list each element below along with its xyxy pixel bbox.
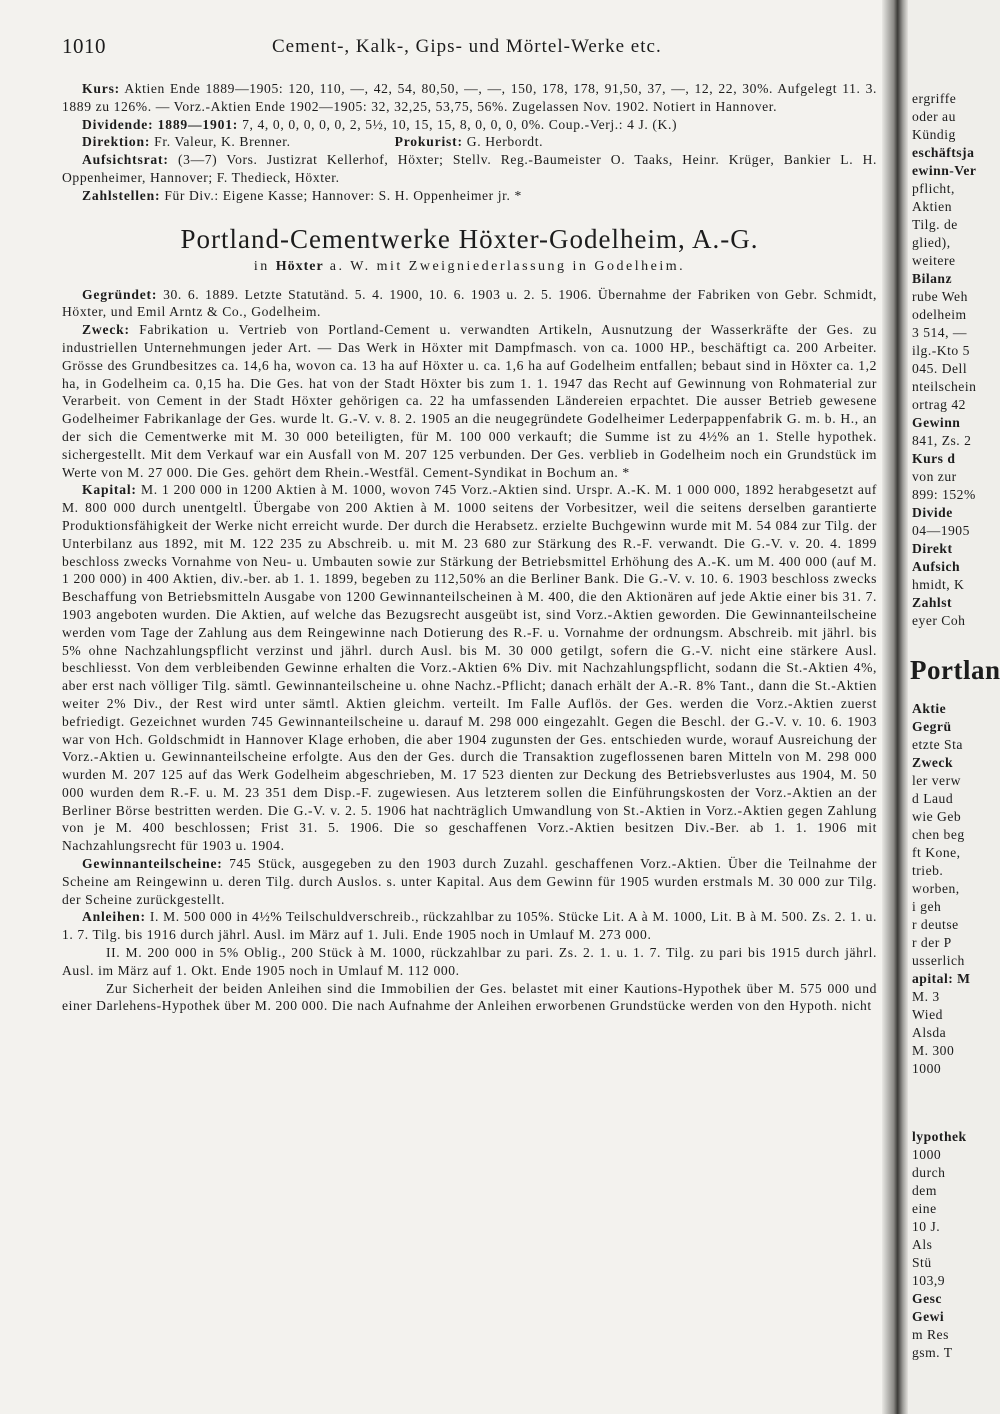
prokurist-label: Prokurist: <box>394 134 463 150</box>
facing-page-fragment: apital: M <box>912 971 971 986</box>
facing-page-fragment: Gegrü <box>912 719 952 734</box>
kapital-paragraph <box>62 481 877 855</box>
gewinnanteilscheine-paragraph <box>62 855 877 908</box>
facing-page-fragment: nteilschein <box>912 379 977 394</box>
company-subtitle <box>62 258 877 276</box>
facing-page-fragment: odelheim <box>912 307 967 322</box>
facing-page-fragment: worben, <box>912 881 960 896</box>
facing-page-fragment: weitere <box>912 253 956 268</box>
facing-page-fragment: etzte Sta <box>912 737 963 752</box>
facing-page-fragment: 045. Dell <box>912 361 968 376</box>
page-number: 1010 <box>62 34 106 58</box>
direktion-paragraph <box>62 133 877 151</box>
facing-page-fragment: 1000 <box>912 1061 942 1076</box>
subtitle-pre: in <box>253 258 270 274</box>
facing-page-fragment: wie Geb <box>912 809 962 824</box>
facing-page-fragment: rube Weh <box>912 289 968 304</box>
anleihen-paragraph <box>62 908 877 944</box>
anleihen-security-paragraph <box>62 980 877 1016</box>
zweck-text: Fabrikation u. Vertrieb von Portland-Cement u. verwandten Artikeln, Ausnutzung der Wasserkräfte der Ges. zu industriellen Unternehmungen jeder Art. — Das Werk in Höxter mit Dampfmasch. von ca. 1000 HP., beschäftigt ca. 200 Arbeiter. Grösse des Grundbesitzes ca. 14,6 ha, wovon ca. 13 ha auf Höxter u. ca. 1,6 ha auf Godelheim entfallen; bebaut sind in Höxter ca. 1,2 ha, in Godelheim ca. 0,15 ha. Die Ges. hat von der Stadt Höxter bis zum 1. 1. 1947 das Recht auf Gewinnung von Rohmaterial zur Verarbeit. von Cement in der Stadt Höxter gehörigen ca. 22 ha umfassenden Ländereien erpachtet. Die ausser Betrieb gewesene Godelheimer Fabrikanlage der Ges. wurde lt. G.-V. v. 8. 2. 1905 an die neugegründete Godelheimer Lederpappenfabrik G. m. b. H., an der sich die Cementwerke mit M. 30 000 beteiligten, für M. 100 000 verkauft; die Summe ist zu 4½% an 1. Stelle hypothek. sichergestellt. Mit dem Verkauf war ein Ausfall von M. 207 125 verbunden. Der Ges. verblieb in Godelheim noch ein Grundstück im Werte von M. 27 000. Die Ges. gehört dem Rhein.-Westfäl. Cement-Syndikat in Bochum an. * <box>62 322 878 480</box>
facing-page-fragment: durch <box>912 1165 946 1180</box>
gewinnanteilscheine-label: Gewinnanteilscheine: <box>82 856 223 872</box>
kapital-text: M. 1 200 000 in 1200 Aktien à M. 1000, wovon 745 Vorz.-Aktien sind. Urspr. A.-K. M. 1 000 000, 1892 herabgesetzt auf M. 800 000 durch unentgeltl. Übergabe von 200 Aktien à M. 1000 seitens der Vorbesitzer, weil die seitens derselben garantierte Produktionsfähigkeit der Werke nicht erreicht wurde. Der durch die Herabsetz. erzielte Buchgewinn wurde mit M. 54 084 zur Tilg. der Unterbilanz aus 1892, mit M. 122 235 zu Abschreib. u. mit M. 23 680 zur Stärkung des R.-F. verwandt. Die G.-V. v. 20. 4. 1899 beschloss zwecks Vornahme von Neu- u. Umbauten sowie zur Stärkung der Betriebsmittel Erhöhung des A.-K. um M. 400 000 (auf M. 1 200 000) in 400 Aktien, div.-ber. ab 1. 1. 1899, begeben zu 112,50% an die Berliner Bank. Die G.-V. v. 10. 6. 1903 beschloss zwecks Beschaffung von Betriebsmitteln Ausgabe von 1200 Gewinnanteilscheinen à M. 400, die den Aktionären auf jede Aktie einer bis 31. 7. 1903 angeboten wurden. Die Aktien, auf welche das Bezugsrecht ausgeübt ist, sind Vorz.-Aktien geworden. Die Gewinnanteilscheine werden vom Tage der Zahlung aus dem Reingewinne nach Dotierung des R.-F. u. Vornahme der ordnungsm. Abschreib. mit jährl. bis 5% ohne Nachzahlungspflicht verzinst und jährl. durch Ausl. bis M. 30 000 getilgt, sofern die G.-V. nicht eine stärkere Ausl. beschliesst. Von dem verbleibenden Gewinne erhalten die Vorz.-Aktien 6% Div. mit Nachzahlungspflicht, sodann die St.-Aktien 4%, aber erst nach völliger Tilg. sämtl. Gewinnanteilscheine u. ohne Nachz.-Pflicht; danach erhält der A.-R. 8% Tant., dann die St.-Aktien weiter 2% Div., der Rest wird unter sämtl. Aktien gleichm. verteilt. Im Falle Auflös. der Ges. werden die Vorz.-Aktien zuerst befriedigt. Gezeichnet wurden 745 Gewinnanteilscheine u. darauf M. 298 000 eingezahlt. Gegen die Beschl. der G.-V. v. 10. 6. 1903 war von Hch. Goldschmidt in Hannover Klage erhoben, die aber 1904 zugunsten der Ges. entschieden wurde, worauf Ausreichung der Vorz.-Aktien u. Gewinnanteilscheine erfolgte. Aus den der Ges. durch die Transaktion zugeflossenen baren Mitteln von M. 298 000 wurden M. 207 125 auf das Werk Godelheim abgeschrieben, M. 17 523 dienten zur Deckung des Betriebsverlustes aus 1904, M. 50 000 wurden dem R.-F. u. M. 23 351 dem Disp.-F. zugewiesen. Aus letzterem sollen die Einführungskosten der Vorz.-Aktien an der Berliner Börse bestritten werden. Die G.-V. v. 2. 5. 1906 hat nachträglich Umwandlung von St.-Aktien in Vorz.-Aktien gegen Zahlung von je M. 400 beschlossen; Frist 31. 5. 1906. Die so geschaffenen Vorz.-Aktien besitzen Div.-Ber. ab 1. 1. 1906 mit Nachzahlungsrecht für 1903 u. 1904. <box>62 482 878 854</box>
facing-page-fragment: Als <box>912 1237 933 1252</box>
facing-page-fragment: dem <box>912 1183 937 1198</box>
facing-page-fragment: oder au <box>912 109 956 124</box>
facing-page-fragment: Zahlst <box>912 595 953 610</box>
facing-page-fragment: 103,9 <box>912 1273 946 1288</box>
facing-page-fragment: Zweck <box>912 755 954 770</box>
facing-page-fragment: Aktien <box>912 199 952 214</box>
facing-page-fragment: Portlan <box>910 655 1000 685</box>
anleihen-label: Anleihen: <box>82 909 146 925</box>
facing-page-fragment: von zur <box>912 469 957 484</box>
facing-page-fragment: gsm. T <box>912 1345 953 1360</box>
page-header <box>62 28 877 62</box>
facing-page-fragment: 841, Zs. 2 <box>912 433 972 448</box>
aufsichtsrat-label: Aufsichtsrat: <box>82 152 169 168</box>
running-title: Cement-, Kalk-, Gips- und Mörtel-Werke etc. <box>272 36 662 57</box>
zahlstellen-paragraph <box>62 187 877 205</box>
facing-page-fragment: M. 3 <box>912 989 940 1004</box>
facing-page-fragment: glied), <box>912 235 951 250</box>
facing-page-fragment: i geh <box>912 899 942 914</box>
facing-page-fragment: eschäftsja <box>912 145 975 160</box>
zweck-paragraph <box>62 321 877 481</box>
facing-page-fragment: M. 300 <box>912 1043 955 1058</box>
facing-page-fragment: Kurs d <box>912 451 956 466</box>
facing-page-fragment: Aufsich <box>912 559 961 574</box>
facing-page-fragment: chen beg <box>912 827 965 842</box>
subtitle-post: a. W. mit Zweigniederlassung in Godelheim. <box>329 258 686 274</box>
zweck-label: Zweck: <box>82 322 130 338</box>
facing-page-fragment: d Laud <box>912 791 954 806</box>
facing-page-fragment: lypothek <box>912 1129 967 1144</box>
facing-page-fragment: Gewi <box>912 1309 945 1324</box>
facing-page-fragment: 10 J. <box>912 1219 941 1234</box>
zahlstellen-label: Zahlstellen: <box>82 187 161 203</box>
facing-page-fragment: Aktie <box>912 701 947 716</box>
kurs-text: Aktien Ende 1889—1905: 120, 110, —, 42, 54, 80,50, —, —, 150, 178, 178, 91,50, 37, —, 12, 22, 30%. Aufgelegt 11. 3. 1889 zu 126%. — Vorz.-Aktien Ende 1902—1905: 32, 32,25, 53,75, 56%. Zugelassen Nov. 1902. Notiert in Hannover. <box>62 81 877 114</box>
facing-page-fragment: Kündig <box>912 127 956 142</box>
gegruendet-paragraph <box>62 286 877 322</box>
prokurist-text: G. Herbordt. <box>466 134 544 150</box>
zahlstellen-text: Für Div.: Eigene Kasse; Hannover: S. H. Oppenheimer jr. * <box>164 187 522 203</box>
anleihen-text-1: I. M. 500 000 in 4½% Teilschuldverschreib., rückzahlbar zu 105%. Stücke Lit. A à M. 1000, Lit. B à M. 500. Zs. 2. 1. u. 1. 7. Tilg. bis 1916 durch jährl. Ausl. im März auf 1. Juli. Ende 1905 noch in Umlauf M. 273 000. <box>62 909 877 943</box>
facing-page-fragment: eyer Coh <box>912 613 966 628</box>
facing-page-fragment: m Res <box>912 1327 949 1342</box>
dividende-label: Dividende: 1889—1901: <box>82 116 239 132</box>
facing-page-fragment: ewinn-Ver <box>912 163 977 178</box>
facing-page-fragment: ergriffe <box>912 91 957 106</box>
direktion-label: Direktion: <box>82 134 151 150</box>
facing-page-fragment: 04—1905 <box>912 523 970 538</box>
subtitle-place: Höxter <box>275 258 324 274</box>
facing-page-fragment: Wied <box>912 1007 943 1022</box>
gegruendet-text: 30. 6. 1889. Letzte Statutänd. 5. 4. 1900, 10. 6. 1903 u. 2. 5. 1906. Übernahme der Fabriken von Gebr. Schmidt, Höxter, und Emil Arntz & Co., Godelheim. <box>62 286 877 320</box>
previous-entry <box>62 80 877 205</box>
facing-page-fragment: eine <box>912 1201 937 1216</box>
facing-page-fragment: ler verw <box>912 773 961 788</box>
facing-page-fragment: hmidt, K <box>912 577 965 592</box>
kurs-label: Kurs: <box>82 81 120 96</box>
facing-page-fragment: Direkt <box>912 541 953 556</box>
facing-page-fragment: ilg.-Kto 5 <box>912 343 970 358</box>
company-title: Portland-Cementwerke Höxter-Godelheim, A.-G. <box>180 223 759 254</box>
facing-page-fragment: 1000 <box>912 1147 942 1162</box>
anleihen-second-paragraph <box>62 944 877 980</box>
facing-page-fragment: 3 514, — <box>912 325 967 340</box>
main-column <box>62 28 877 1015</box>
facing-page-column <box>908 0 1000 1414</box>
facing-page-fragment: r der P <box>912 935 952 950</box>
facing-page-fragment: 899: 152% <box>912 487 976 502</box>
facing-page-fragment: Bilanz <box>912 271 953 286</box>
facing-page-fragment: r deutse <box>912 917 959 932</box>
anleihen-text-2: II. M. 200 000 in 5% Oblig., 200 Stück à M. 1000, rückzahlbar zu pari. Zs. 2. 1. u. 1. 7. Tilg. zu pari bis 1915 durch jährl. Ausl. im März auf 1. Okt. Ende 1905 noch in Umlauf M. 112 000. <box>62 945 877 978</box>
kurs-paragraph <box>62 80 877 116</box>
gewinnanteilscheine-text: 745 Stück, ausgegeben zu den 1903 durch Zuzahl. geschaffenen Vorz.-Aktien. Über die Teilnahme der Scheine am Reingewinn u. deren Tilg. durch Auslos. s. unter Kapital. Aus dem Gewinn für 1905 wurden erstmals M. 30 000 zur Tilg. der Scheine zurückgestellt. <box>62 856 878 907</box>
facing-page-fragment: usserlich <box>912 953 965 968</box>
facing-page-fragment: pflicht, <box>912 181 955 196</box>
aufsichtsrat-paragraph <box>62 151 877 187</box>
facing-page-fragment: Tilg. de <box>912 217 958 232</box>
facing-page-fragment: ortrag 42 <box>912 397 966 412</box>
kapital-label: Kapital: <box>82 482 137 498</box>
anleihen-text-3: Zur Sicherheit der beiden Anleihen sind die Immobilien der Ges. belastet mit einer Kautions-Hypothek über M. 575 000 und einer Darlehens-Hypothek über M. 200 000. Die nach Aufnahme der Anleihen erworbenen Grundstücke werden von den Hypoth. nicht <box>62 980 877 1014</box>
dividende-text: 7, 4, 0, 0, 0, 0, 0, 2, 5½, 10, 15, 15, 8, 0, 0, 0, 0%. Coup.-Verj.: 4 J. (K.) <box>242 116 678 132</box>
facing-page-fragment: Divide <box>912 505 953 520</box>
facing-page-fragment: ft Kone, <box>912 845 961 860</box>
facing-page-fragment: Gewinn <box>912 415 961 430</box>
facing-page-fragment: Alsda <box>912 1025 947 1040</box>
direktion-text: Fr. Valeur, K. Brenner. <box>154 134 291 150</box>
aufsichtsrat-text: (3—7) Vors. Justizrat Kellerhof, Höxter; Stellv. Reg.-Baumeister O. Taaks, Heinr. Krüger, Bankier L. H. Oppenheimer, Hannover; F. Thedieck, Höxter. <box>62 152 877 185</box>
dividende-paragraph <box>62 116 877 134</box>
facing-page-fragment: trieb. <box>912 863 944 878</box>
facing-page-fragment: Gesc <box>912 1291 942 1306</box>
gegruendet-label: Gegründet: <box>82 286 158 302</box>
facing-page-fragment: Stü <box>912 1255 932 1270</box>
book-gutter <box>882 0 908 1414</box>
